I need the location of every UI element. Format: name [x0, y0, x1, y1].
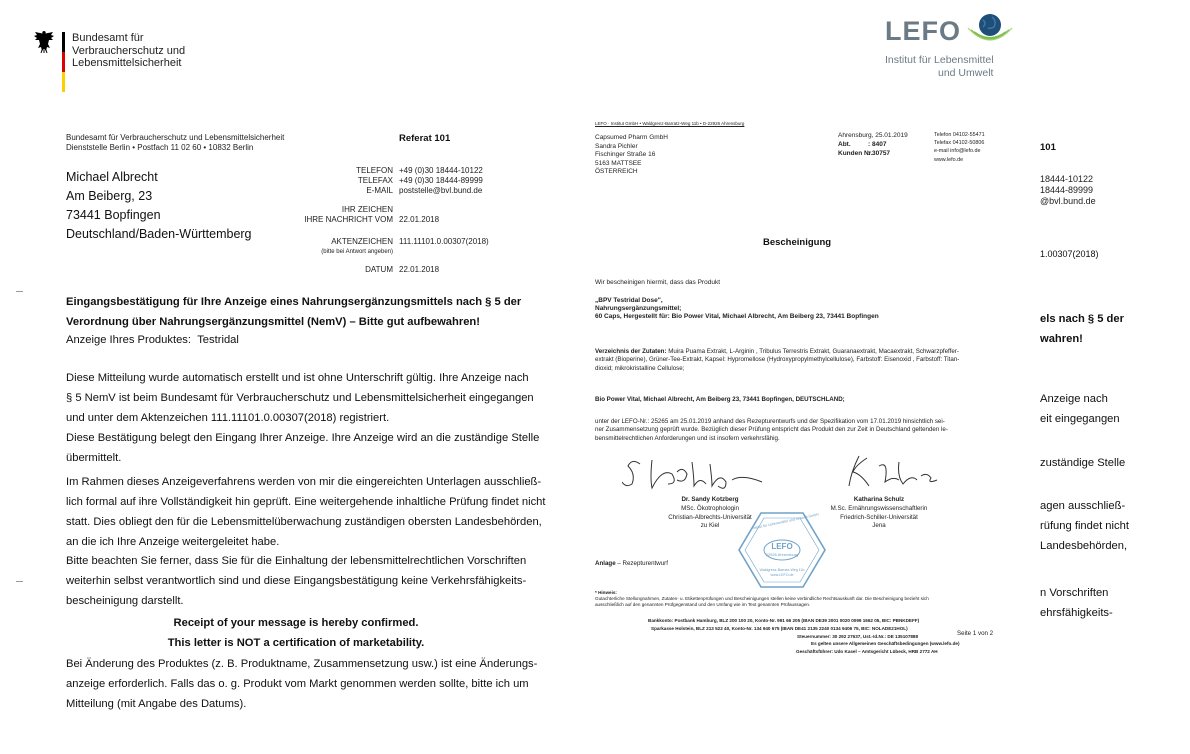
fragment-subject: els nach § 5 der wahren! — [1040, 313, 1124, 345]
fragment: 101 — [1040, 142, 1056, 153]
bvl-logo-text: Bundesamt für Verbraucherschutz und Lebensmittelsicherheit — [72, 32, 186, 69]
contact-labels: TELEFON TELEFAX E-MAIL — [356, 166, 393, 195]
fragment: 1.00307(2018) — [1040, 249, 1099, 259]
signature-schulz — [837, 452, 957, 492]
lefo-statement: unter der LEFO-Nr.: 25265 am 25.01.2019 anhand des Rezepturentwurfs und der Spezifikation vom 17.01.2019 hinsichtlich sei- ner Zusammensetzung geprüft wurde. Bezüglich dieser Prüfung entspricht das Produkt den zur Zeit in Deutschland geltenden le- bensmittelrechtlichen Anforderungen und ist insofern verkehrsfähig. — [595, 418, 948, 442]
fragment-para1: Anzeige nach eit eingegangen — [1040, 393, 1120, 425]
referat-label: Referat 101 — [399, 133, 451, 144]
paragraph-4: Bitte beachten Sie ferner, dass Sie für die Einhaltung der lebensmittelrechtlichen Vorschriften weiterhin selbst verantwortlich sind und diese Eingangsbestätigung keine Verkehrsfähigkeits- bescheinigung darstellt. — [66, 555, 527, 607]
lefo-manufacturer: Bio Power Vital, Michael Albrecht, Am Beiberg 23, 73441 Bopfingen, DEUTSCHLAND; — [595, 396, 845, 403]
ihre-nachricht-value: 22.01.2018 — [399, 215, 440, 224]
sender-line: Bundesamt für Verbraucherschutz und Lebensmittelsicherheit Dienststelle Berlin • Postfach 11 02 60 • 10832 Berlin — [66, 133, 285, 152]
fragment: zuständige Stelle — [1040, 457, 1126, 469]
fragment-contact: 18444-10122 18444-89999 @bvl.bund.de — [1040, 174, 1096, 206]
subject: Eingangsbestätigung für Ihre Anzeige eines Nahrungsergänzungsmittels nach § 5 der Verordnung über Nahrungsergänzungsmittel (NemV) – Bitte gut aufbewahren! — [66, 296, 522, 328]
lefo-hinweis: * Hinweis: Gutachterliche Stellungnahmen, Zutaten- u. Etikettenprüfungen und Bescheinigungen stellen keine verbindliche Rechtsauskunft dar. Die Bescheinigung bezieht sich ausschließlich auf den genannten Prüfgegenstand und den Umfang wie im Text genannten Prüfaussagen. — [595, 590, 929, 608]
paragraph-1: Diese Mitteilung wurde automatisch erstellt und ist ohne Unterschrift gültig. Ihre Anzeige nach § 5 NemV ist beim Bundesamt für Verbraucherschutz und Lebensmittelsicherheit eingegangen und unter dem Aktenzeichen 111.11101.0.00307(2018) registriert. — [66, 372, 534, 424]
lefo-anlage: Anlage – Rezepturentwurf — [595, 560, 668, 567]
paragraph-5: Bei Änderung des Produktes (z. B. Produktname, Zusammensetzung usw.) ist eine Änderungs- anzeige erforderlich. Falls das o. g. Produkt vom Markt genommen werden sollte, bitte ich um Mitteilung (mit Angabe des Datums). — [66, 658, 538, 710]
lefo-logo-text: LEFO — [885, 16, 961, 46]
lefo-certificate — [556, 0, 1038, 664]
signature-kotzberg — [622, 452, 772, 497]
ihr-zeichen-label: IHR ZEICHEN IHRE NACHRICHT VOM — [304, 205, 393, 224]
fragment-para3: agen ausschließ- rüfung findet nicht Landesbehörden, — [1040, 500, 1129, 552]
lefo-logo-subtitle: Institut für Lebensmittel und Umwelt — [885, 54, 994, 79]
lefo-bank-info: Bankkonto: Postbank Hamburg, BLZ 200 100 20, Konto-Nr. 991 66 205 (IBAN DE39 2001 0020 0099 1662 05, BIC: PBNKDEFF) Sparkasse Holstein, BLZ 213 522 40, Konto-Nr. 134 940 675 (IBAN DE41 2135 2240 0134 9406 75, BIC: NOLADE21HOL) Steuernummer: 30 292 27637, Ust.-Id.Nr.: DE 135107888 Es gelten unsere Allgemeinen Geschäftsbedingungen (www.lefo.de) Geschäftsführer: Udo Kasel – Amtsgericht Lübeck, HRB 2772 AH — [648, 618, 960, 655]
fold-mark — [16, 291, 23, 292]
english-notice: Receipt of your message is hereby confirmed. This letter is NOT a certification of marketability. — [167, 617, 425, 649]
lefo-title: Bescheinigung — [762, 237, 832, 248]
aktenzeichen-label: AKTENZEICHEN (bitte bei Antwort angeben) — [321, 237, 393, 255]
product-line: Anzeige Ihres Produktes: Testridal — [66, 334, 239, 346]
datum-value: 22.01.2018 — [399, 265, 440, 274]
paragraph-2: Diese Bestätigung belegt den Eingang Ihrer Anzeige. Ihre Anzeige wird an die zuständige Stelle übermittelt. — [66, 432, 540, 464]
lefo-recipient: Capsumed Pharm GmbH Sandra Pichler Fischinger Straße 16 5163 MATTSEE ÖSTERREICH — [595, 134, 668, 176]
lefo-globe-icon — [966, 12, 1016, 52]
lefo-date-block: Ahrensburg, 25.01.2019 Abt. : 8407 Kunden Nr.: 30757 — [838, 132, 908, 157]
lefo-ingredients: Verzeichnis der Zutaten: Muira Puama Extrakt, L-Arginin , Tribulus Terrestris Extrakt, Guaranaextrakt, Macaextrakt, Schwarzpfeffer- extrakt (Bioperine), Grüner-Tee-Extrakt, Kapsel: Hypromellose (Hydroxypropylmethylcellulose), Farbstoff: Eisenoxid , Farbstoff: Titan- dioxid; mikrokristalline Cellulose; — [595, 348, 960, 372]
german-flag-bar — [62, 32, 65, 92]
datum-label: DATUM — [365, 265, 393, 274]
contact-values: +49 (0)30 18444-10122 +49 (0)30 18444-89999 poststelle@bvl.bund.de — [399, 166, 483, 195]
paragraph-3: Im Rahmen dieses Anzeigeverfahrens werden von mir die eingereichten Unterlagen ausschließ- lich formal auf ihre Vollständigkeit hin geprüft. Eine weitergehende inhaltliche Prüfung findet nicht statt. Dies obliegt den für die Lebensmittelüberwachung zuständigen obersten Landesbehörden, an die ich Ihre Anzeige weitergeleitet habe. — [66, 476, 546, 548]
lefo-intro: Wir bescheinigen hiermit, dass das Produkt — [595, 279, 721, 286]
lefo-page-number: Seite 1 von 2 — [957, 630, 994, 637]
signature-block-1: Dr. Sandy Kotzberg MSc. Ökotrophologin Christian-Albrechts-Universität zu Kiel — [668, 496, 752, 530]
signature-block-2: Katharina Schulz M.Sc. Ernährungswissenschaftlerin Friedrich-Schiller-Universität Jena — [830, 496, 928, 530]
fragment-para4: n Vorschriften ehrsfähigkeits- — [1040, 587, 1113, 619]
lefo-contact: Telefon 04102-55471 Telefax 04102-50806 e-mail info@lefo.de www.lefo.de — [934, 132, 985, 163]
aktenzeichen-value: 111.11101.0.00307(2018) — [399, 237, 489, 246]
lefo-stamp: Institut für Lebensmittel und Umwelt GmbH LEFO 22926 Ahrensburg Waldgrenz-Barratz-Weg 11b www.LEFO.de — [737, 510, 827, 590]
federal-eagle-icon — [33, 30, 55, 54]
lefo-product: „BPV Testridal Dose", Nahrungsergänzungsmittel; 60 Caps, Hergestellt für: Bio Power Vital, Michael Albrecht, Am Beiberg 23, 73441 Bopfingen — [595, 297, 879, 321]
lefo-sender-small: LEFO · Institut GmbH • Waldgrenz-Barratz-Weg 11b • D-22926 Ahrensburg — [595, 121, 745, 126]
recipient-address: Michael Albrecht Am Beiberg, 23 73441 Bopfingen Deutschland/Baden-Württemberg — [66, 170, 252, 241]
fold-mark — [16, 581, 23, 582]
